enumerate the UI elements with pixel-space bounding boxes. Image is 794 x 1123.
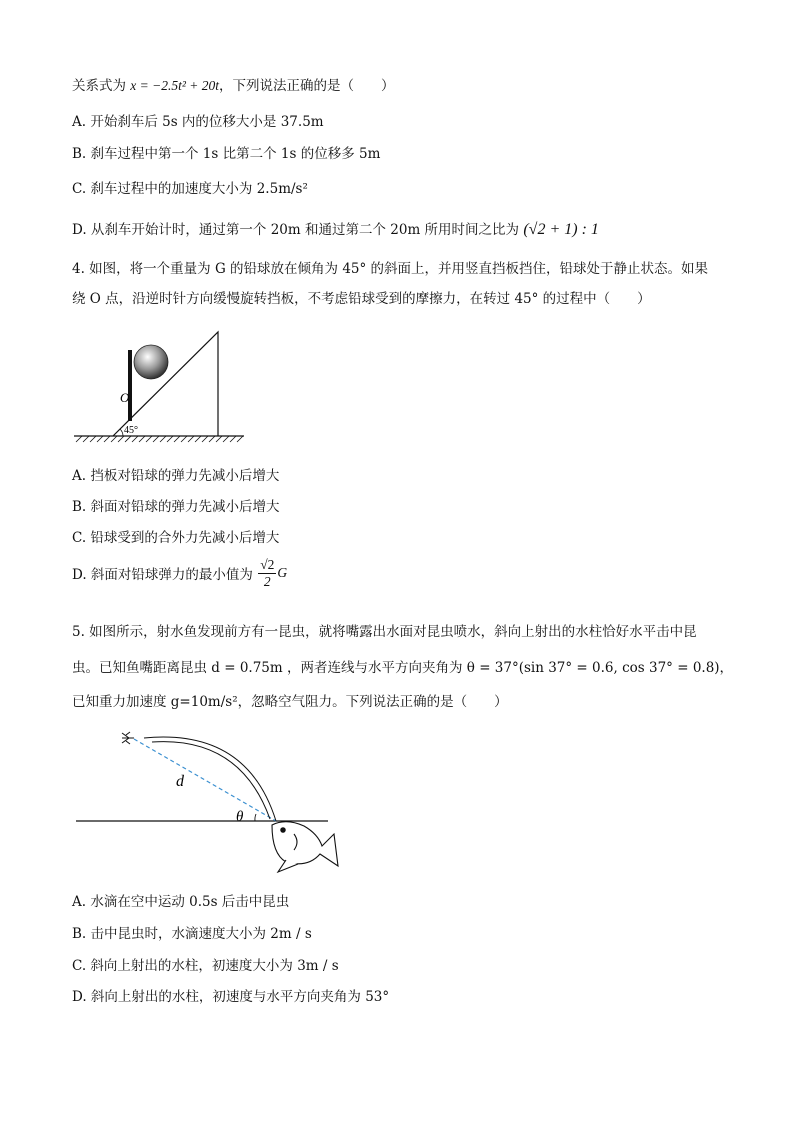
q3-stem	[72, 74, 395, 94]
q4-option-b: B. 斜面对铅球的弹力先减小后增大	[72, 499, 280, 515]
q3-stem-formula: x = −2.5t² + 20t	[130, 78, 220, 93]
q5-option-b: B. 击中昆虫时，水滴速度大小为 2m / s	[72, 926, 312, 942]
q5-figure	[72, 722, 347, 872]
lead-ball	[134, 345, 168, 379]
fraction-denominator: 2	[263, 573, 271, 589]
fraction-numerator: √2	[260, 557, 275, 572]
q3-option-d	[72, 218, 599, 239]
q4-option-d	[72, 558, 287, 588]
q4-option-a: A. 挡板对铅球的弹力先减小后增大	[72, 468, 280, 484]
q3-option-a: A. 开始刹车后 5s 内的位移大小是 37.5m	[72, 114, 324, 130]
q4-figure	[72, 330, 252, 445]
q5-option-d: D. 斜向上射出的水柱，初速度与水平方向夹角为 53°	[72, 989, 390, 1005]
distance-line-d	[134, 739, 276, 821]
q3-option-c: C. 刹车过程中的加速度大小为 2.5m/s²	[72, 181, 308, 197]
q5-option-c: C. 斜向上射出的水柱，初速度大小为 3m / s	[72, 958, 339, 974]
q5-option-a: A. 水滴在空中运动 0.5s 后击中昆虫	[72, 894, 290, 910]
label-d: d	[176, 773, 184, 790]
q4-stem-line1: 4. 如图，将一个重量为 G 的铅球放在倾角为 45° 的斜面上，并用竖直挡板挡住，铅球处于静止状态。如果	[72, 261, 709, 277]
baffle-plate	[128, 350, 132, 421]
ground-hatching	[76, 436, 243, 442]
q5-stem-line2: 虫。已知鱼嘴距离昆虫 d = 0.75m ，两者连线与水平方向夹角为 θ = 37°(sin 37° = 0.6, cos 37° = 0.8)，	[72, 660, 734, 676]
q3-option-d-formula: (√2 + 1) : 1	[523, 221, 599, 238]
label-angle: 45°	[124, 425, 138, 436]
q4-option-d-fraction	[258, 558, 276, 588]
q4-option-c: C. 铅球受到的合外力先减小后增大	[72, 530, 280, 546]
q3-stem-pre: 关系式为	[72, 78, 131, 94]
q5-stem-line1: 5. 如图所示，射水鱼发现前方有一昆虫，就将嘴露出水面对昆虫喷水，斜向上射出的水柱恰好水平击中昆	[72, 624, 697, 640]
q4-stem-line2: 绕 O 点，沿逆时针方向缓慢旋转挡板，不考虑铅球受到的摩擦力，在转过 45° 的过程中（ ）	[72, 291, 651, 307]
q3-option-b: B. 刹车过程中第一个 1s 比第二个 1s 的位移多 5m	[72, 146, 381, 162]
theta-arc	[255, 814, 256, 821]
q4-option-d-text: D. 斜面对铅球弹力的最小值为	[72, 567, 258, 583]
angle-arc	[120, 429, 123, 436]
q3-stem-post: ，下列说法正确的是（ ）	[219, 78, 395, 94]
insect-icon	[122, 732, 134, 744]
fish-icon	[272, 822, 338, 872]
label-o: O	[120, 390, 130, 405]
q5-stem-line3: 已知重力加速度 g=10m/s²，忽略空气阻力。下列说法正确的是（ ）	[72, 694, 508, 710]
label-theta: θ	[236, 809, 244, 825]
q3-option-d-text: D. 从刹车开始计时，通过第一个 20m 和通过第二个 20m 所用时间之比为	[72, 222, 524, 238]
q4-option-d-g: G	[277, 565, 288, 580]
